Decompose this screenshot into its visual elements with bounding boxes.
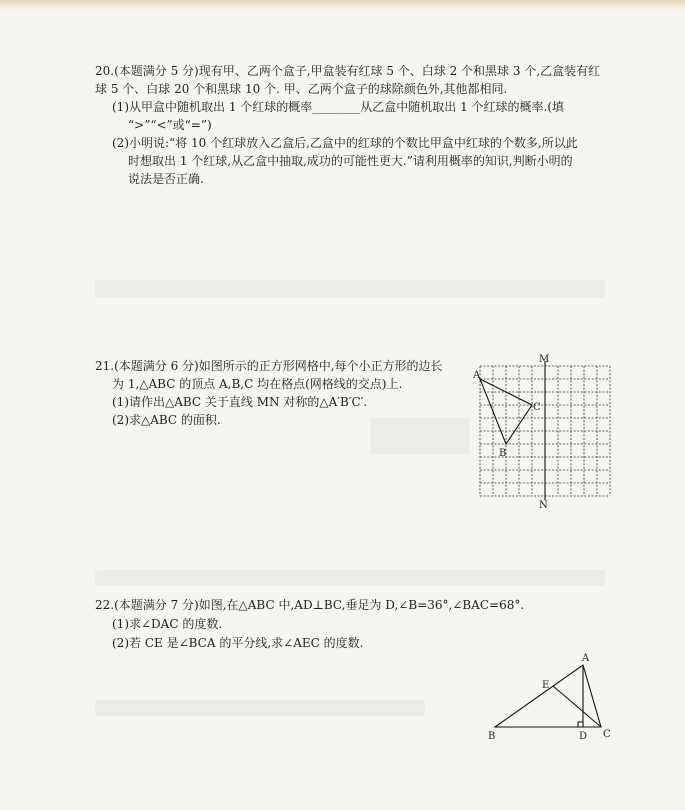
q20-part-1-line-1: (1)从甲盒中随机取出 1 个红球的概率________从乙盒中随机取出 1 个红球的概率.(填: [112, 100, 565, 114]
label-b: B: [499, 448, 507, 459]
page-top-edge: [0, 0, 685, 10]
label-a: A: [473, 370, 481, 381]
q20-part-1-line-2: “>”“<”或“=”): [128, 118, 212, 132]
right-angle-mark: [578, 722, 583, 727]
bleed-through-mark: [370, 418, 470, 454]
q20-part-2-line-3: 说法是否正确.: [128, 172, 204, 186]
q20-part-2-line-1: (2)小明说:“将 10 个红球放入乙盒后,乙盒中的红球的个数比甲盒中红球的个数多,所以此: [112, 136, 578, 150]
bleed-through-mark: [95, 280, 605, 298]
label-b: B: [488, 731, 496, 742]
bleed-through-mark: [95, 700, 425, 716]
label-m: M: [539, 354, 550, 365]
q21-grid-figure: [470, 352, 620, 512]
q20-stem-line-2: 球 5 个、白球 20 个和黑球 10 个. 甲、乙两个盒子的球除颜色外,其他都相同.: [95, 82, 508, 96]
label-n: N: [539, 500, 548, 511]
q20-part-2-line-2: 时想取出 1 个红球,从乙盒中抽取,成功的可能性更大.”请利用概率的知识,判断小明的: [128, 154, 573, 168]
label-c: C: [603, 729, 611, 740]
label-e: E: [542, 680, 550, 691]
q21-part-2: (2)求△ABC 的面积.: [112, 413, 221, 427]
label-d: D: [579, 731, 588, 742]
q22-stem-line-1: 22.(本题满分 7 分)如图,在△ABC 中,AD⊥BC,垂足为 D,∠B=36°,∠BAC=68°.: [95, 598, 525, 612]
q20-stem-line-1: 20.(本题满分 5 分)现有甲、乙两个盒子,甲盒装有红球 5 个、白球 2 个和黑球 3 个,乙盒装有红: [95, 64, 601, 78]
label-a: A: [582, 653, 590, 664]
bleed-through-mark: [95, 570, 605, 586]
q22-part-2: (2)若 CE 是∠BCA 的平分线,求∠AEC 的度数.: [112, 636, 364, 650]
q21-part-1: (1)请作出△ABC 关于直线 MN 对称的△A′B′C′.: [112, 395, 368, 409]
q22-part-1: (1)求∠DAC 的度数.: [112, 617, 223, 631]
q21-stem-line-1: 21.(本题满分 6 分)如图所示的正方形网格中,每个小正方形的边长: [95, 359, 443, 373]
bisector-ce: [553, 686, 601, 727]
q21-stem-line-2: 为 1,△ABC 的顶点 A,B,C 均在格点(网格线的交点)上.: [112, 377, 403, 391]
triangle-abc: [495, 665, 601, 727]
q22-triangle-figure: [480, 650, 620, 745]
label-c: C: [533, 402, 541, 413]
